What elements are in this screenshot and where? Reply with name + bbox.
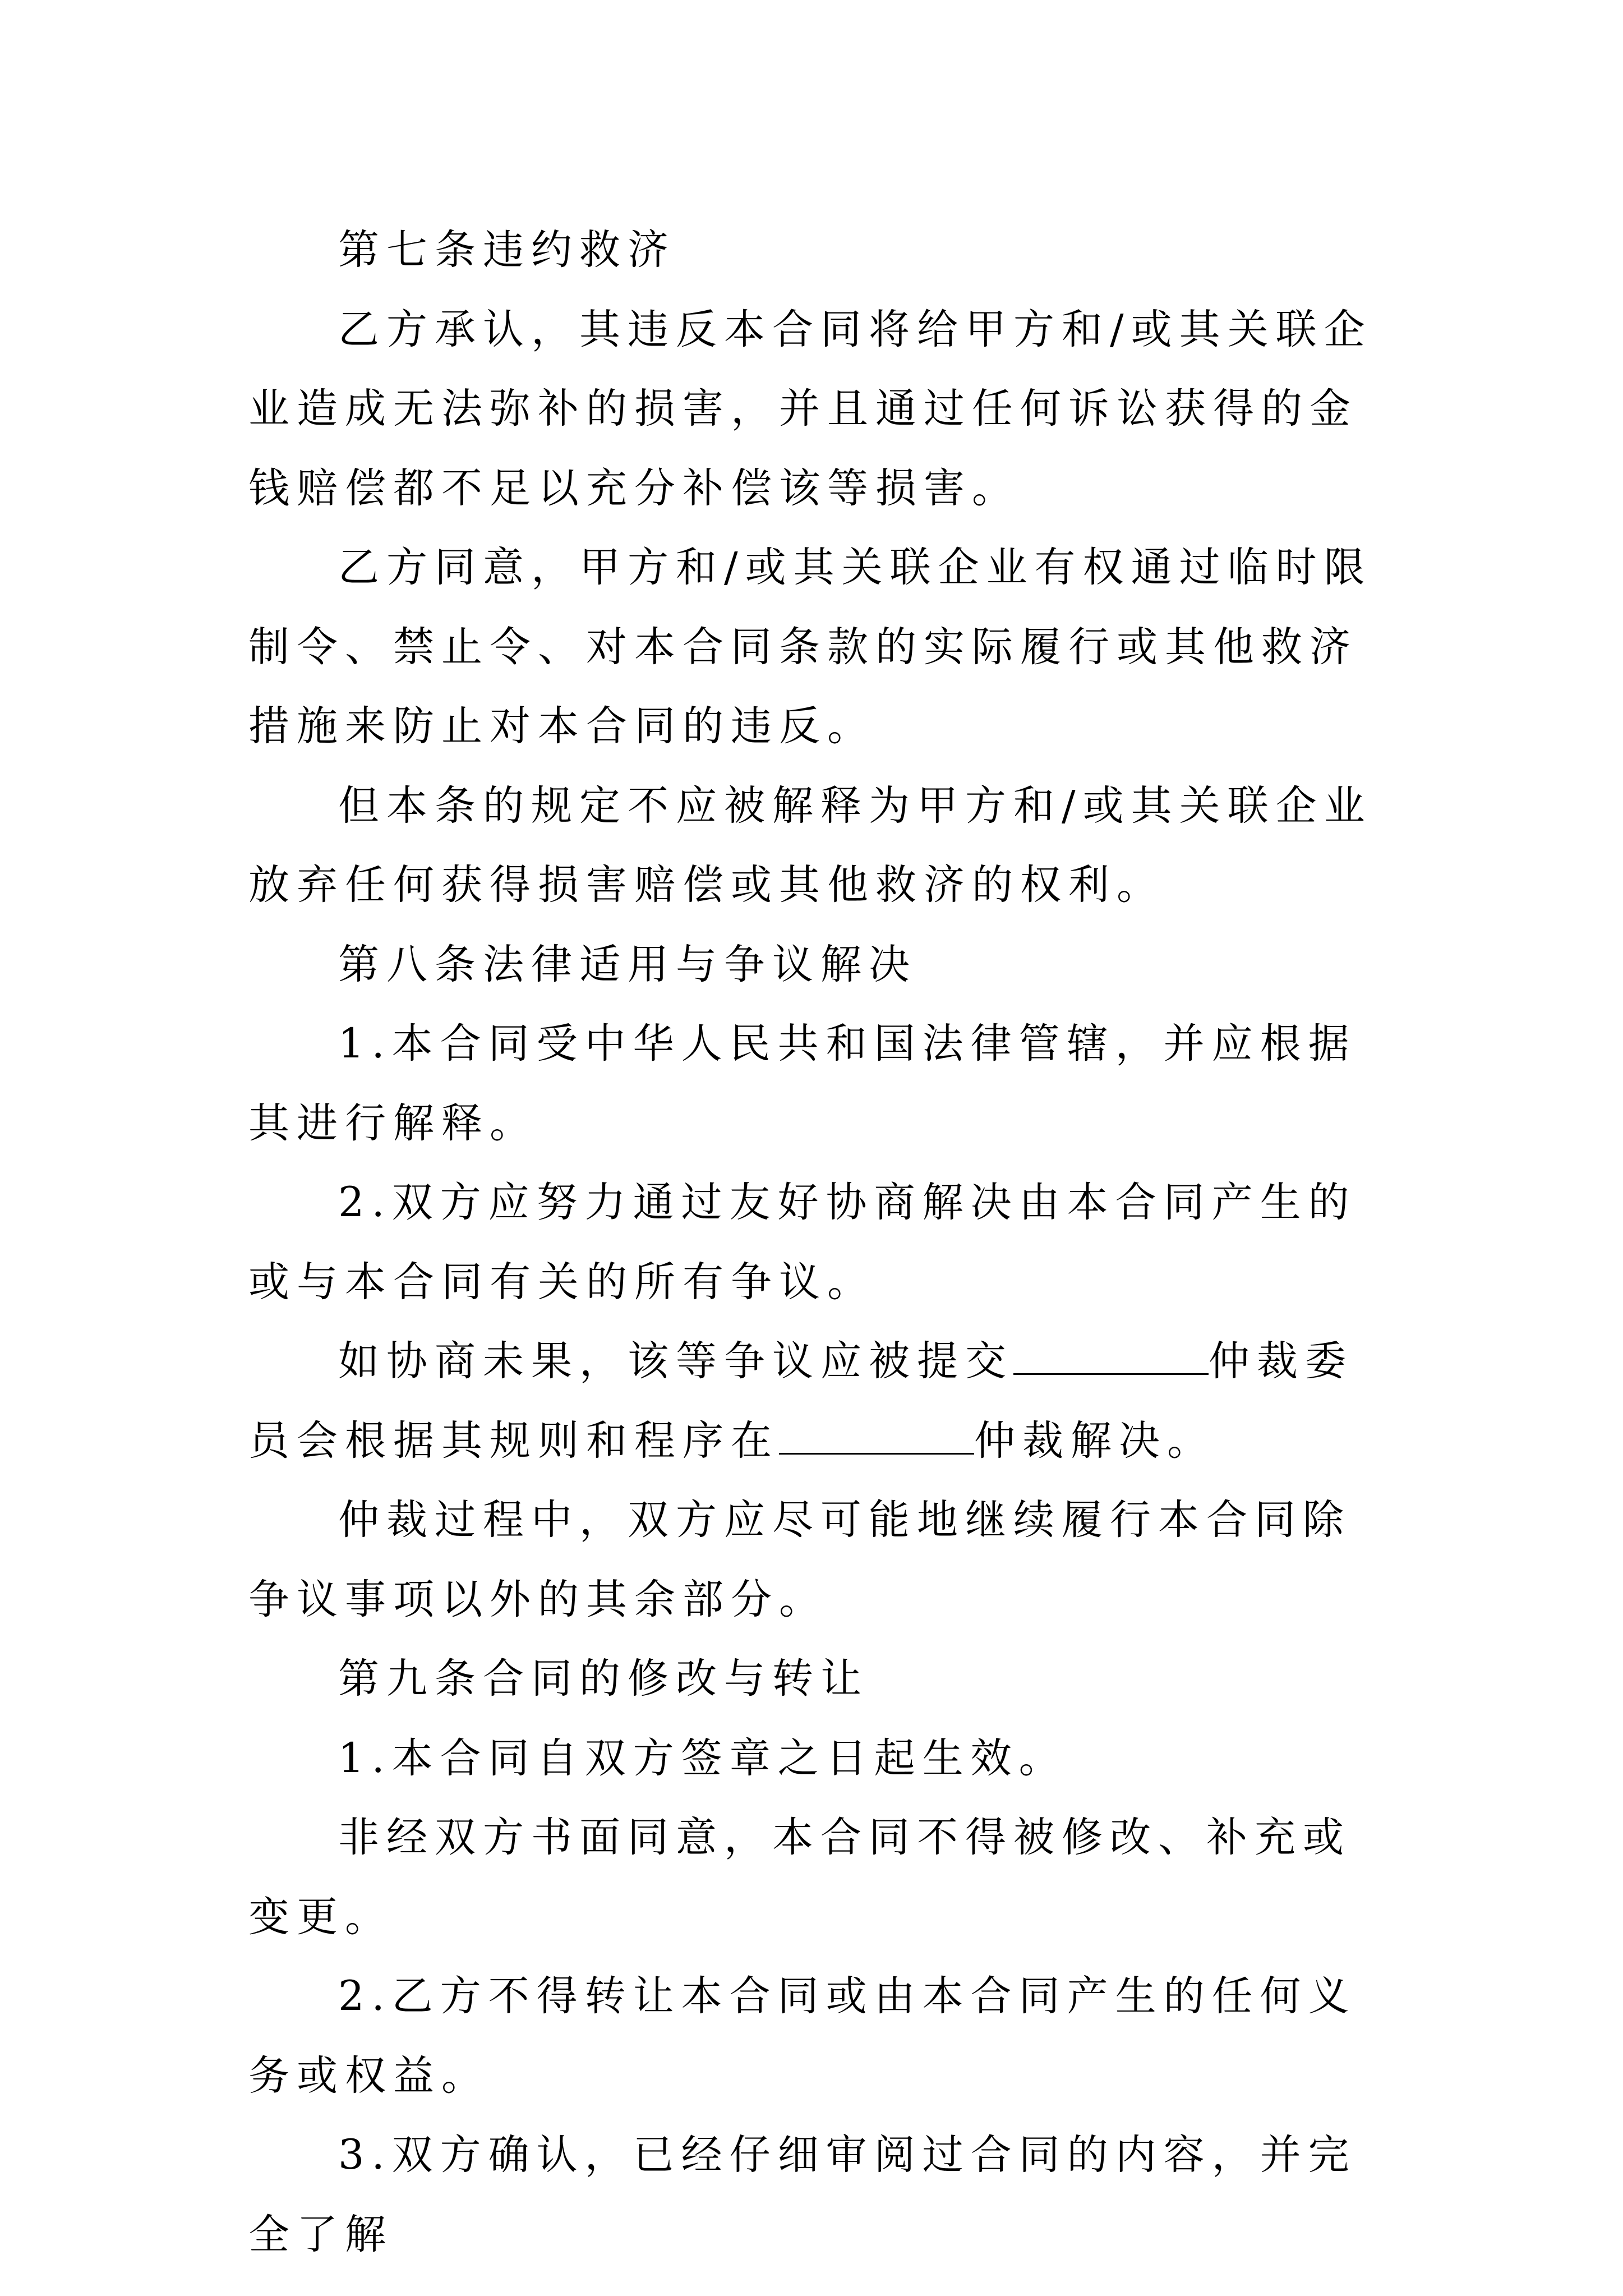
arbitration-commission-blank[interactable]	[1013, 1340, 1209, 1375]
document-body	[248, 210, 1387, 2274]
arbitration-location-blank[interactable]	[779, 1419, 974, 1455]
arbitration-text-1: 如协商未果，该等争议应被提交	[338, 1337, 1013, 1385]
paragraph-continued-performance: 仲裁过程中，双方应尽可能地继续履行本合同除争议事项以外的其余部分。	[248, 1496, 1351, 1623]
paragraph-amendment: 非经双方书面同意，本合同不得被修改、补充或变更。	[248, 1814, 1351, 1941]
arbitration-text-3: 仲裁解决。	[974, 1416, 1215, 1465]
clause-9-3: 3.双方确认，已经仔细审阅过合同的内容，并完全了解	[248, 2131, 1357, 2258]
paragraph-no-waiver: 但本条的规定不应被解释为甲方和/或其关联企业放弃任何获得损害赔偿或其他救济的权利。	[248, 781, 1372, 909]
clause-8-1: 1.本合同受中华人民共和国法律管辖，并应根据其进行解释。	[248, 1020, 1357, 1147]
arbitration-text-2: 仲裁委员会根据其规则和程序在	[248, 1337, 1353, 1465]
clause-9-1: 1.本合同自双方签章之日起生效。	[338, 1734, 1067, 1782]
paragraph-injunctive-relief: 乙方同意，甲方和/或其关联企业有权通过临时限制令、禁止令、对本合同条款的实际履行或其他救济措施来防止对本合同的违反。	[248, 544, 1372, 750]
paragraph-arbitration	[248, 1322, 1387, 1480]
clause-8-2: 2.双方应努力通过友好协商解决由本合同产生的或与本合同有关的所有争议。	[248, 1179, 1357, 1306]
article-7-heading: 第七条违约救济	[338, 226, 676, 274]
paragraph-breach-acknowledgement: 乙方承认，其违反本合同将给甲方和/或其关联企业造成无法弥补的损害，并且通过任何诉讼获得的金钱赔偿都不足以充分补偿该等损害。	[248, 305, 1372, 512]
clause-9-2: 2.乙方不得转让本合同或由本合同产生的任何义务或权益。	[248, 1972, 1357, 2100]
article-8-heading: 第八条法律适用与争议解决	[338, 940, 917, 988]
article-9-heading: 第九条合同的修改与转让	[338, 1655, 869, 1703]
